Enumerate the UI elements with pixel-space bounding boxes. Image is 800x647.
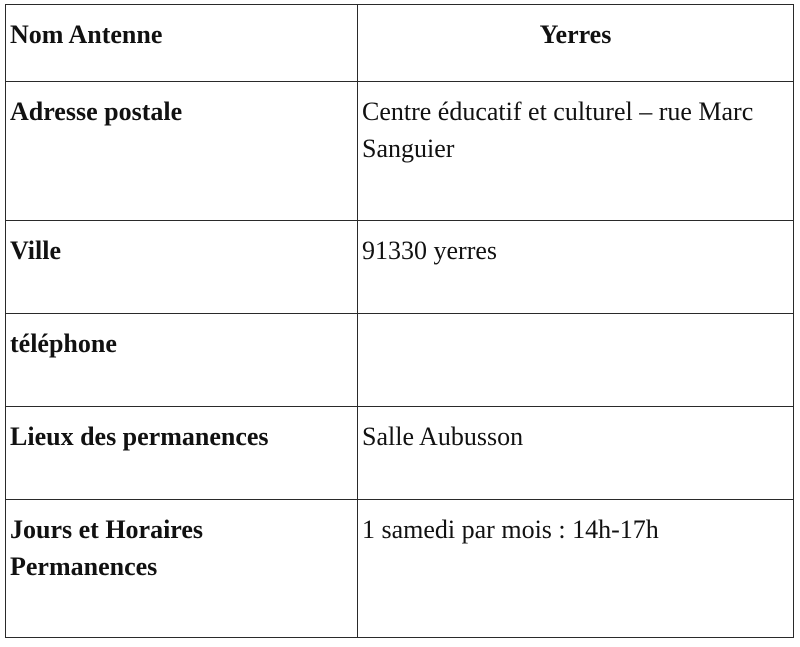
- value-postal-address: Centre éducatif et culturel – rue Marc Sanguier: [358, 82, 794, 221]
- value-schedule: 1 samedi par mois : 14h-17h: [358, 500, 794, 638]
- value-locations: Salle Aubusson: [358, 407, 794, 500]
- table-row-antenna-name: [6, 5, 794, 82]
- table-row-schedule: [6, 500, 794, 638]
- label-phone: téléphone: [6, 314, 358, 407]
- value-city: 91330 yerres: [358, 221, 794, 314]
- label-schedule: Jours et Horaires Permanences: [6, 500, 358, 638]
- table-row-city: [6, 221, 794, 314]
- value-antenna-name: Yerres: [358, 5, 794, 82]
- label-postal-address: Adresse postale: [6, 82, 358, 221]
- label-locations: Lieux des permanences: [6, 407, 358, 500]
- table-row-phone: [6, 314, 794, 407]
- label-city: Ville: [6, 221, 358, 314]
- label-antenna-name: Nom Antenne: [6, 5, 358, 82]
- table-row-locations: [6, 407, 794, 500]
- table-row-postal-address: [6, 82, 794, 221]
- antenna-info-table: [5, 4, 794, 638]
- value-phone: [358, 314, 794, 407]
